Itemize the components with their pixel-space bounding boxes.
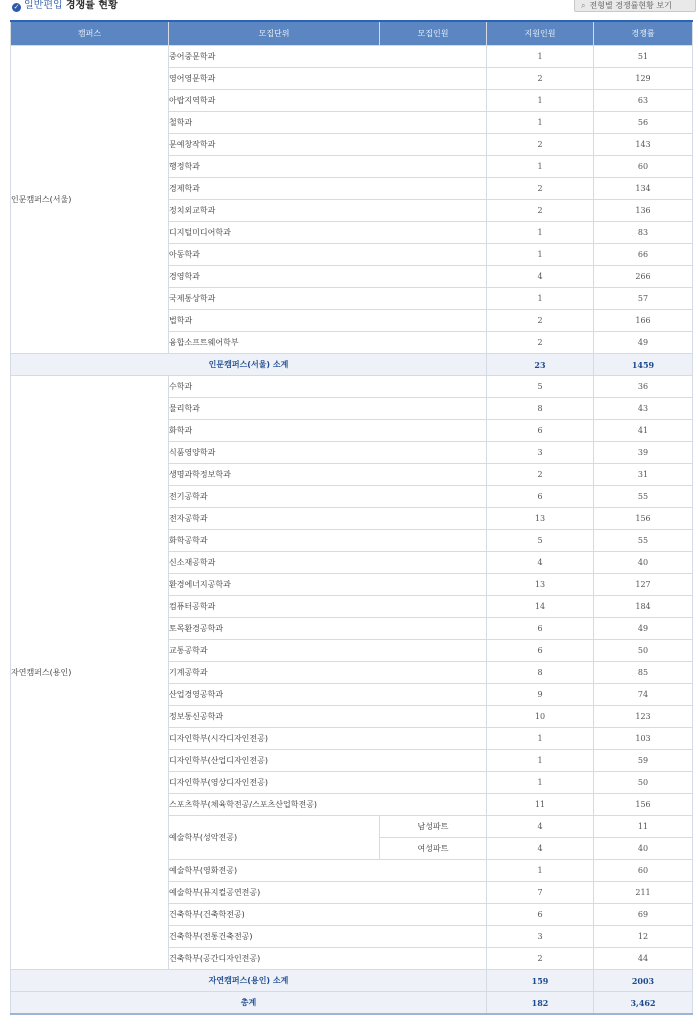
section-title-part2: 경쟁률 현황 [65,0,118,11]
applicants-cell: 103 [594,728,693,750]
column-header-rate: 경쟁률 [594,21,693,46]
applicants-cell: 166 [594,310,693,332]
quota-cell: 4 [487,838,594,860]
unit-cell: 철학과 [169,112,487,134]
applicants-cell: 66 [594,244,693,266]
unit-cell: 화학과 [169,420,487,442]
quota-cell: 1 [487,156,594,178]
unit-cell: 컴퓨터공학과 [169,596,487,618]
quota-cell: 4 [487,266,594,288]
quota-cell: 1 [487,860,594,882]
applicants-cell: 36 [594,376,693,398]
quota-cell: 7 [487,882,594,904]
subtotal-row [11,354,693,376]
applicants-cell: 50 [594,640,693,662]
applicants-cell: 40 [594,838,693,860]
unit-cell: 디자인학부(시각디자인전공) [169,728,487,750]
unit-cell: 기계공학과 [169,662,487,684]
subtotal-quota: 23 [487,354,594,376]
quota-cell: 5 [487,376,594,398]
applicants-cell: 69 [594,904,693,926]
table-header-row [11,21,693,46]
unit-cell: 건축학부(공간디자인전공) [169,948,487,970]
grand-total-applicants: 3,462 [594,992,693,1015]
quota-cell: 4 [487,816,594,838]
unit-cell: 아동학과 [169,244,487,266]
grand-total-label: 총계 [11,992,487,1015]
column-header-unit: 모집단위 [169,21,380,46]
unit-cell: 토목환경공학과 [169,618,487,640]
quota-cell: 3 [487,442,594,464]
grand-total-row [11,992,693,1015]
quota-cell: 2 [487,948,594,970]
applicants-cell: 143 [594,134,693,156]
column-header-applicants: 지원인원 [487,21,594,46]
quota-cell: 2 [487,178,594,200]
quota-cell: 1 [487,750,594,772]
applicants-cell: 51 [594,46,693,68]
quota-cell: 2 [487,134,594,156]
quota-cell: 1 [487,222,594,244]
applicants-cell: 50 [594,772,693,794]
unit-cell: 경영학과 [169,266,487,288]
sub-unit-cell: 남성파트 [380,816,487,838]
applicants-cell: 60 [594,860,693,882]
subtotal-quota: 159 [487,970,594,992]
unit-cell: 정보통신공학과 [169,706,487,728]
unit-cell: 전자공학과 [169,508,487,530]
applicants-cell: 31 [594,464,693,486]
applicants-cell: 11 [594,816,693,838]
quota-cell: 1 [487,46,594,68]
unit-cell: 산업경영공학과 [169,684,487,706]
quota-cell: 1 [487,112,594,134]
quota-cell: 1 [487,90,594,112]
quota-cell: 13 [487,508,594,530]
campus-cell: 인문캠퍼스(서울) [11,46,169,354]
quota-cell: 9 [487,684,594,706]
unit-cell: 예술학부(성악전공) [169,816,380,860]
applicants-cell: 184 [594,596,693,618]
unit-cell: 정치외교학과 [169,200,487,222]
column-header-quota: 모집인원 [380,21,487,46]
unit-cell: 수학과 [169,376,487,398]
unit-cell: 디지털미디어학과 [169,222,487,244]
unit-cell: 예술학부(영화전공) [169,860,487,882]
search-icon: ⌕ [581,1,586,10]
applicants-cell: 134 [594,178,693,200]
subtotal-row [11,970,693,992]
unit-cell: 물리학과 [169,398,487,420]
unit-cell: 건축학부(전통건축전공) [169,926,487,948]
quota-cell: 2 [487,332,594,354]
quota-cell: 2 [487,200,594,222]
unit-cell: 문예창작학과 [169,134,487,156]
subtotal-applicants: 1459 [594,354,693,376]
applicants-cell: 63 [594,90,693,112]
quota-cell: 13 [487,574,594,596]
unit-cell: 중어중문학과 [169,46,487,68]
applicants-cell: 56 [594,112,693,134]
unit-cell: 국제통상학과 [169,288,487,310]
check-circle-icon: ✓ [13,3,20,11]
unit-cell: 건축학부(건축학전공) [169,904,487,926]
quota-cell: 8 [487,398,594,420]
quota-cell: 4 [487,552,594,574]
applicants-cell: 57 [594,288,693,310]
unit-cell: 화학공학과 [169,530,487,552]
applicants-cell: 156 [594,794,693,816]
quota-cell: 6 [487,420,594,442]
quota-cell: 6 [487,618,594,640]
unit-cell: 아랍지역학과 [169,90,487,112]
view-by-admission-type-button[interactable] [574,0,696,12]
unit-cell: 교통공학과 [169,640,487,662]
quota-cell: 8 [487,662,594,684]
quota-cell: 2 [487,68,594,90]
unit-cell: 환경에너지공학과 [169,574,487,596]
quota-cell: 5 [487,530,594,552]
quota-cell: 10 [487,706,594,728]
competition-rate-table [10,20,693,1015]
unit-cell: 경제학과 [169,178,487,200]
applicants-cell: 266 [594,266,693,288]
view-by-admission-type-label: 전형별 경쟁률현황 보기 [589,1,672,10]
unit-cell: 융합소프트웨어학부 [169,332,487,354]
quota-cell: 1 [487,288,594,310]
quota-cell: 6 [487,486,594,508]
quota-cell: 6 [487,904,594,926]
quota-cell: 11 [487,794,594,816]
unit-cell: 식품영양학과 [169,442,487,464]
applicants-cell: 74 [594,684,693,706]
applicants-cell: 136 [594,200,693,222]
applicants-cell: 55 [594,486,693,508]
applicants-cell: 123 [594,706,693,728]
sub-unit-cell: 여성파트 [380,838,487,860]
applicants-cell: 40 [594,552,693,574]
unit-cell: 신소재공학과 [169,552,487,574]
applicants-cell: 85 [594,662,693,684]
page-header [0,0,698,18]
quota-cell: 14 [487,596,594,618]
unit-cell: 디자인학부(영상디자인전공) [169,772,487,794]
applicants-cell: 127 [594,574,693,596]
section-title [12,0,118,12]
quota-cell: 1 [487,772,594,794]
quota-cell: 1 [487,244,594,266]
applicants-cell: 211 [594,882,693,904]
quota-cell: 1 [487,728,594,750]
applicants-cell: 49 [594,332,693,354]
column-header-campus: 캠퍼스 [11,21,169,46]
unit-cell: 영어영문학과 [169,68,487,90]
quota-cell: 3 [487,926,594,948]
applicants-cell: 55 [594,530,693,552]
unit-cell: 법학과 [169,310,487,332]
grand-total-quota: 182 [487,992,594,1015]
applicants-cell: 12 [594,926,693,948]
table-row [11,376,693,398]
applicants-cell: 59 [594,750,693,772]
applicants-cell: 156 [594,508,693,530]
applicants-cell: 39 [594,442,693,464]
applicants-cell: 129 [594,68,693,90]
quota-cell: 6 [487,640,594,662]
unit-cell: 디자인학부(산업디자인전공) [169,750,487,772]
applicants-cell: 49 [594,618,693,640]
applicants-cell: 60 [594,156,693,178]
applicants-cell: 83 [594,222,693,244]
subtotal-applicants: 2003 [594,970,693,992]
quota-cell: 2 [487,464,594,486]
table-row [11,46,693,68]
subtotal-label: 인문캠퍼스(서울) 소계 [11,354,487,376]
unit-cell: 전기공학과 [169,486,487,508]
section-title-part1: 일반편입 [24,0,63,11]
subtotal-label: 자연캠퍼스(용인) 소계 [11,970,487,992]
applicants-cell: 43 [594,398,693,420]
unit-cell: 행정학과 [169,156,487,178]
unit-cell: 예술학부(뮤지컬공연전공) [169,882,487,904]
applicants-cell: 44 [594,948,693,970]
quota-cell: 2 [487,310,594,332]
unit-cell: 생명과학정보학과 [169,464,487,486]
unit-cell: 스포츠학부(체육학전공/스포츠산업학전공) [169,794,487,816]
applicants-cell: 41 [594,420,693,442]
campus-cell: 자연캠퍼스(용인) [11,376,169,970]
